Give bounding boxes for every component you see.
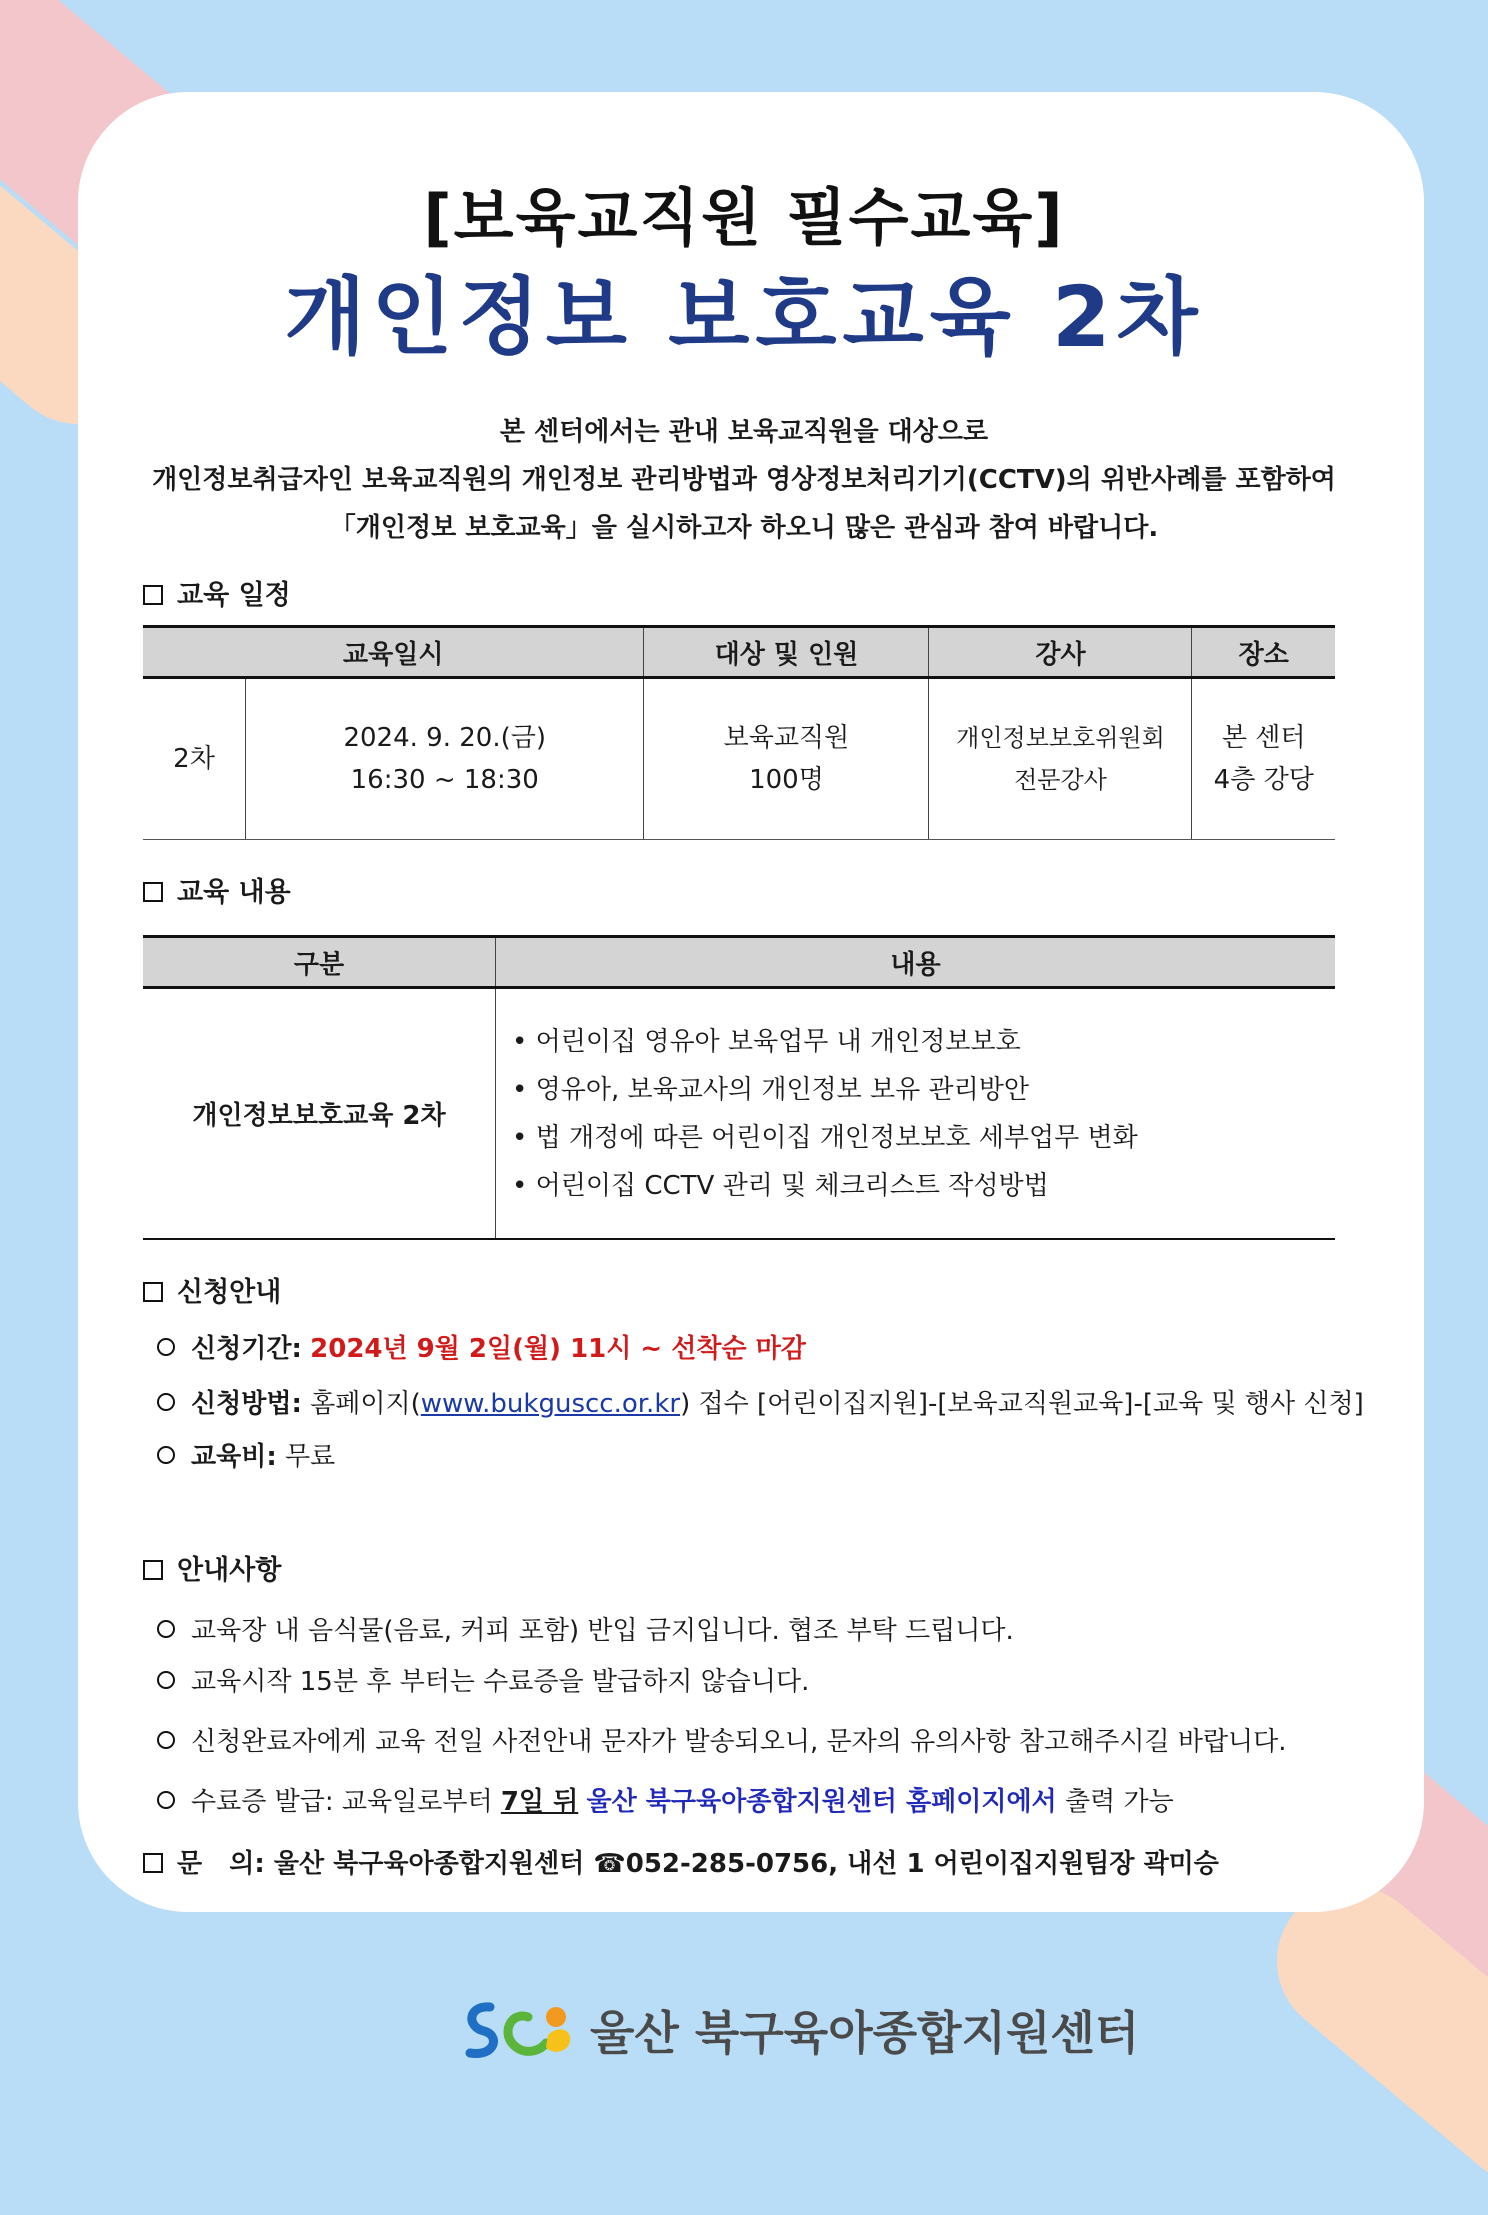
checkbox-square-icon (143, 1560, 163, 1580)
list-item: • 영유아, 보육교사의 개인정보 보유 관리방안 (512, 1074, 1030, 1105)
checkbox-square-icon (143, 882, 163, 902)
round-cell: 2차 (143, 678, 246, 840)
instructor-cell: 개인정보보호위원회 전문강사 (929, 678, 1192, 840)
table-row (143, 678, 1335, 840)
category-cell: 개인정보보호교육 2차 (143, 988, 496, 1240)
intro-paragraph (0, 408, 1488, 552)
notice-line: 교육장 내 음식물(음료, 커피 포함) 반입 금지입니다. 협조 부탁 드립니다. (157, 1610, 1014, 1647)
schedule-table (143, 625, 1335, 840)
column-header: 대상 및 인원 (644, 627, 929, 678)
column-header: 강사 (929, 627, 1192, 678)
homepage-link[interactable]: www.bukguscc.or.kr (420, 1389, 681, 1419)
circle-bullet-icon (157, 1393, 175, 1411)
notice-line: 신청완료자에게 교육 전일 사전안내 문자가 발송되오니, 문자의 유의사항 참고해주시길 바랍니다. (157, 1721, 1287, 1758)
section-heading-apply: 신청안내 (143, 1270, 281, 1309)
section-heading-schedule: 교육 일정 (143, 573, 291, 612)
intro-line: 본 센터에서는 관내 보육교직원을 대상으로 (499, 417, 989, 447)
time-text: 16:30 ~ 18:30 (350, 765, 539, 795)
list-item: • 법 개정에 따른 어린이집 개인정보보호 세부업무 변화 (512, 1122, 1138, 1153)
date-text: 2024. 9. 20.(금) (343, 723, 546, 753)
inquiry-line: 문 의: 울산 북구육아종합지원센터 ☎052-285-0756, 내선 1 어린이집지원팀장 곽미승 (143, 1843, 1219, 1880)
content-table (143, 935, 1335, 1240)
apply-fee: 교육비: 무료 (157, 1436, 335, 1473)
notice-line: 수료증 발급: 교육일로부터 7일 뒤 울산 북구육아종합지원센터 홈페이지에서 출력 가능 (157, 1781, 1174, 1818)
place-cell: 본 센터 4층 강당 (1192, 678, 1335, 840)
org-name: 울산 북구육아종합지원센터 (590, 2006, 1140, 2060)
column-header: 교육일시 (143, 627, 644, 678)
column-header: 장소 (1192, 627, 1335, 678)
items-cell (496, 988, 1336, 1240)
apply-method: 신청방법: 홈페이지(www.bukguscc.or.kr) 접수 [어린이집지원]-[보육교직원교육]-[교육 및 행사 신청] (157, 1383, 1364, 1420)
footer-logo (460, 1995, 1139, 2065)
list-item: • 어린이집 영유아 보육업무 내 개인정보보호 (512, 1026, 1021, 1057)
apply-period: 신청기간: 2024년 9월 2일(월) 11시 ~ 선착순 마감 (157, 1328, 806, 1365)
circle-bullet-icon (157, 1731, 175, 1749)
checkbox-square-icon (143, 1853, 163, 1873)
page-title-top: [보육교직원 필수교육] (423, 181, 1065, 254)
list-item: • 어린이집 CCTV 관리 및 체크리스트 작성방법 (512, 1170, 1049, 1201)
column-header: 구분 (143, 937, 496, 988)
circle-bullet-icon (157, 1446, 175, 1464)
table-row (143, 988, 1335, 1240)
circle-bullet-icon (157, 1338, 175, 1356)
checkbox-square-icon (143, 585, 163, 605)
intro-line: 「개인정보 보호교육」을 실시하고자 하오니 많은 관심과 참여 바랍니다. (329, 513, 1159, 543)
circle-bullet-icon (157, 1620, 175, 1638)
page-title-main: 개인정보 보호교육 2차 (284, 268, 1204, 366)
column-header: 내용 (496, 937, 1336, 988)
section-heading-content: 교육 내용 (143, 870, 291, 909)
notice-line: 교육시작 15분 후 부터는 수료증을 발급하지 않습니다. (157, 1661, 809, 1698)
section-heading-notice: 안내사항 (143, 1548, 281, 1587)
org-logo-icon (460, 1995, 580, 2065)
intro-line: 개인정보취급자인 보육교직원의 개인정보 관리방법과 영상정보처리기기(CCTV)의 위반사례를 포함하여 (152, 465, 1336, 495)
checkbox-square-icon (143, 1282, 163, 1302)
target-cell: 보육교직원 100명 (644, 678, 929, 840)
datetime-cell (246, 678, 644, 840)
circle-bullet-icon (157, 1791, 175, 1809)
circle-bullet-icon (157, 1671, 175, 1689)
